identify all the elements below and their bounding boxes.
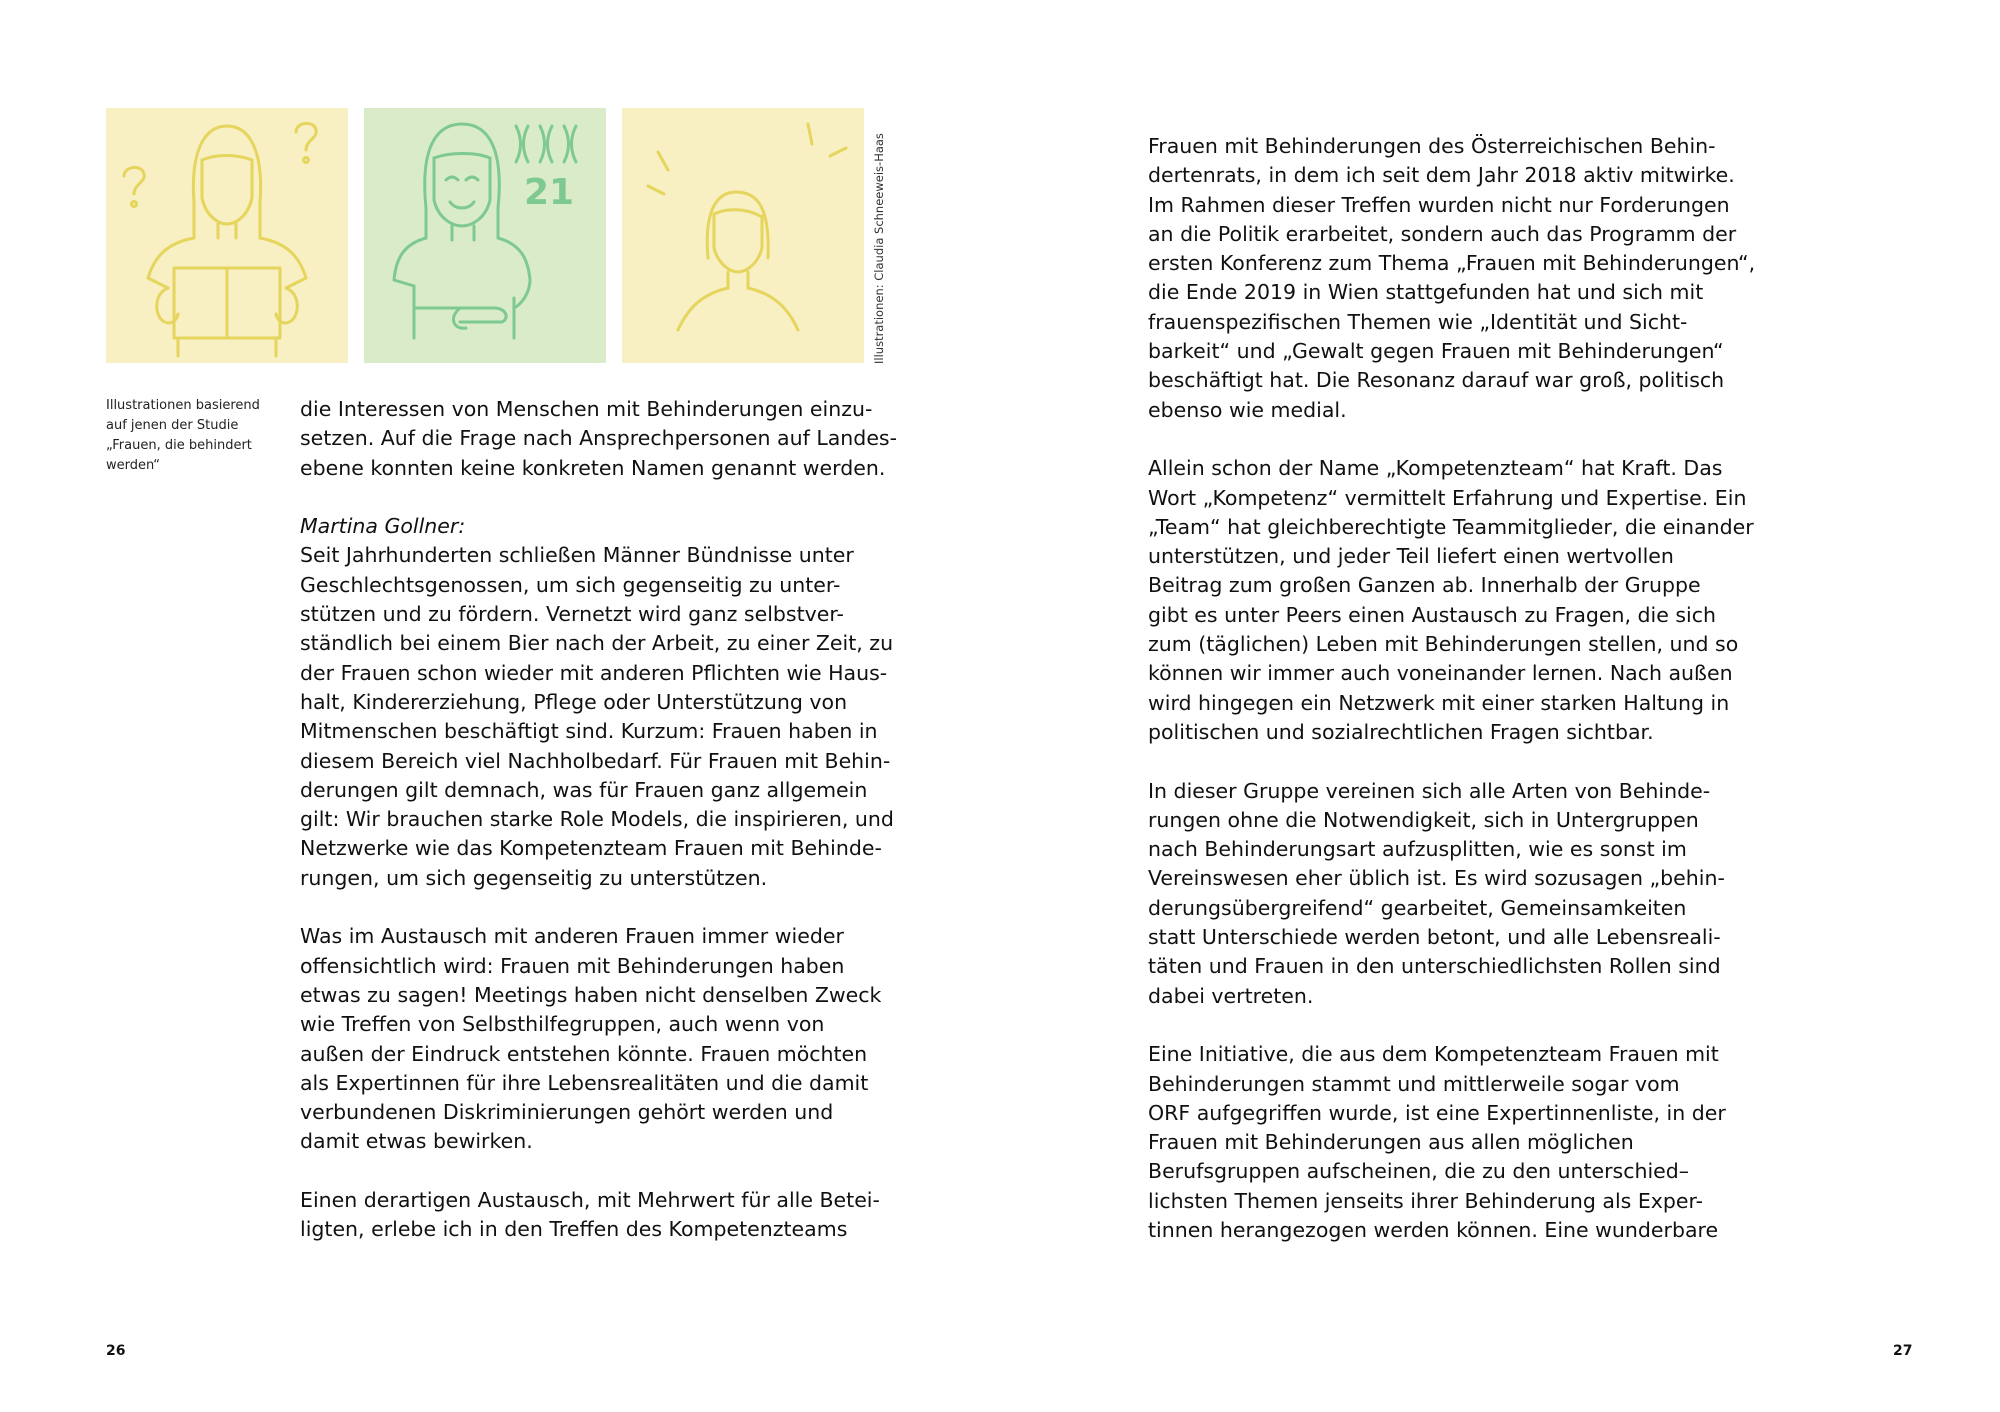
text-line: unterstützen, und jeder Teil liefert einen wertvollen [1148,544,1674,569]
text-line: In dieser Gruppe vereinen sich alle Arten von Behinde- [1148,778,1711,803]
text-line: Behinderungen stammt und mittlerweile sogar vom [1148,1071,1680,1096]
text-line: Geschlechtsgenossen, um sich gegenseitig zu unter- [300,572,841,597]
left-text-column [300,395,898,1245]
text-line: Seit Jahrhunderten schließen Männer Bündnisse unter [300,543,854,568]
text-line: barkeit“ und „Gewalt gegen Frauen mit Behinderungen“ [1148,339,1724,364]
text-line: politischen und sozialrechtlichen Fragen sichtbar. [1148,719,1654,744]
text-line: als Expertinnen für ihre Lebensrealitäten und die damit [300,1070,869,1095]
text-line: außen der Eindruck entstehen könnte. Frauen möchten [300,1041,868,1066]
page-number-right: 27 [1893,1343,1913,1359]
text-line: „Team“ hat gleichberechtigte Teammitglieder, die einander [1148,514,1754,539]
text-line: lichsten Themen jenseits ihrer Behinderung als Exper- [1148,1188,1704,1213]
illustration-credit: Illustrationen: Claudia Schneeweis-Haas [872,133,886,364]
text-line: Frauen mit Behinderungen aus allen möglichen [1148,1130,1634,1155]
text-line: damit etwas bewirken. [300,1129,533,1154]
text-line: Netzwerke wie das Kompetenzteam Frauen mit Behinde- [300,836,882,861]
illustration-woman-chromosomes [364,108,606,363]
text-line: Mitmenschen beschäftigt sind. Kurzum: Frauen haben in [300,719,878,744]
text-line: die Ende 2019 in Wien stattgefunden hat und sich mit [1148,280,1704,305]
text-line: etwas zu sagen! Meetings haben nicht denselben Zweck [300,982,882,1007]
text-line: offensichtlich wird: Frauen mit Behinderungen haben [300,953,845,978]
text-line: Allein schon der Name „Kompetenzteam“ hat Kraft. Das [1148,456,1723,481]
text-line: diesem Bereich viel Nachholbedarf. Für Frauen mit Behin- [300,748,891,773]
text-line: Eine Initiative, die aus dem Kompetenzteam Frauen mit [1148,1042,1719,1067]
text-line: dertenrats, in dem ich seit dem Jahr 2018 aktiv mitwirke. [1148,163,1735,188]
text-line: Berufsgruppen aufscheinen, die zu den unterschied– [1148,1159,1690,1184]
text-line: können wir immer auch voneinander lernen. Nach außen [1148,661,1733,686]
figure-caption [106,396,286,476]
illustration-woman-reading [106,108,348,363]
text-line: zum (täglichen) Leben mit Behinderungen stellen, und so [1148,632,1739,657]
caption-line: Illustrationen basierend [106,398,260,413]
text-line: frauenspezifischen Themen wie „Identität und Sicht- [1148,309,1688,334]
text-line: gibt es unter Peers einen Austausch zu Fragen, die sich [1148,602,1717,627]
text-line: ebene konnten keine konkreten Namen genannt werden. [300,455,886,480]
caption-line: auf jenen der Studie [106,418,239,433]
right-text-column [1148,132,1756,1245]
chromosome-number-label: 21 [524,172,575,213]
text-line: Frauen mit Behinderungen des Österreichischen Behin- [1148,134,1716,158]
illustration-woman-bust [622,108,864,363]
text-line: halt, Kindererziehung, Pflege oder Unterstützung von [300,689,848,714]
speaker-name: Martina Gollner: [300,514,466,539]
text-line: statt Unterschiede werden betont, und alle Lebensreali- [1148,925,1721,950]
text-line: beschäftigt hat. Die Resonanz darauf war groß, politisch [1148,368,1725,393]
text-line: ebenso wie medial. [1148,397,1347,422]
text-line: ligten, erlebe ich in den Treffen des Kompetenzteams [300,1217,848,1242]
text-line: rungen ohne die Notwendigkeit, sich in Untergruppen [1148,807,1699,832]
text-line: Wort „Kompetenz“ vermittelt Erfahrung und Expertise. Ein [1148,485,1747,510]
text-line: ständlich bei einem Bier nach der Arbeit, zu einer Zeit, zu [300,631,894,656]
text-line: Beitrag zum großen Ganzen ab. Innerhalb der Gruppe [1148,573,1701,598]
text-line: an die Politik erarbeitet, sondern auch das Programm der [1148,221,1737,246]
text-line: derungsübergreifend“ gearbeitet, Gemeinsamkeiten [1148,895,1687,920]
text-line: setzen. Auf die Frage nach Ansprechpersonen auf Landes- [300,426,898,451]
text-line: verbundenen Diskriminierungen gehört werden und [300,1100,834,1125]
text-line: Was im Austausch mit anderen Frauen immer wieder [300,924,844,949]
page-number-left: 26 [106,1343,126,1359]
text-line: die Interessen von Menschen mit Behinderungen einzu- [300,397,873,421]
text-line: tinnen herangezogen werden können. Eine wunderbare [1148,1217,1719,1242]
text-line: dabei vertreten. [1148,983,1314,1008]
text-line: derungen gilt demnach, was für Frauen ganz allgemein [300,777,868,802]
text-line: Vereinswesen eher üblich ist. Es wird sozusagen „behin- [1148,866,1725,891]
text-line: wie Treffen von Selbsthilfegruppen, auch wenn von [300,1012,825,1037]
text-line: stützen und zu fördern. Vernetzt wird ganz selbstver- [300,602,844,627]
text-line: nach Behinderungsart aufzusplitten, wie es sonst im [1148,837,1687,862]
text-line: gilt: Wir brauchen starke Role Models, die inspirieren, und [300,807,894,832]
text-line: rungen, um sich gegenseitig zu unterstützen. [300,865,768,890]
text-line: wird hingegen ein Netzwerk mit einer starken Haltung in [1148,690,1730,715]
caption-line: „Frauen, die behindert [106,438,252,453]
caption-line: werden“ [106,458,161,473]
text-line: Im Rahmen dieser Treffen wurden nicht nur Forderungen [1148,192,1730,217]
text-line: täten und Frauen in den unterschiedlichsten Rollen sind [1148,954,1721,979]
text-line: ORF aufgegriffen wurde, ist eine Expertinnenliste, in der [1148,1100,1726,1125]
text-line: Einen derartigen Austausch, mit Mehrwert für alle Betei- [300,1188,880,1213]
text-line: ersten Konferenz zum Thema „Frauen mit Behinderungen“, [1148,251,1756,276]
text-line: der Frauen schon wieder mit anderen Pflichten wie Haus- [300,660,888,685]
